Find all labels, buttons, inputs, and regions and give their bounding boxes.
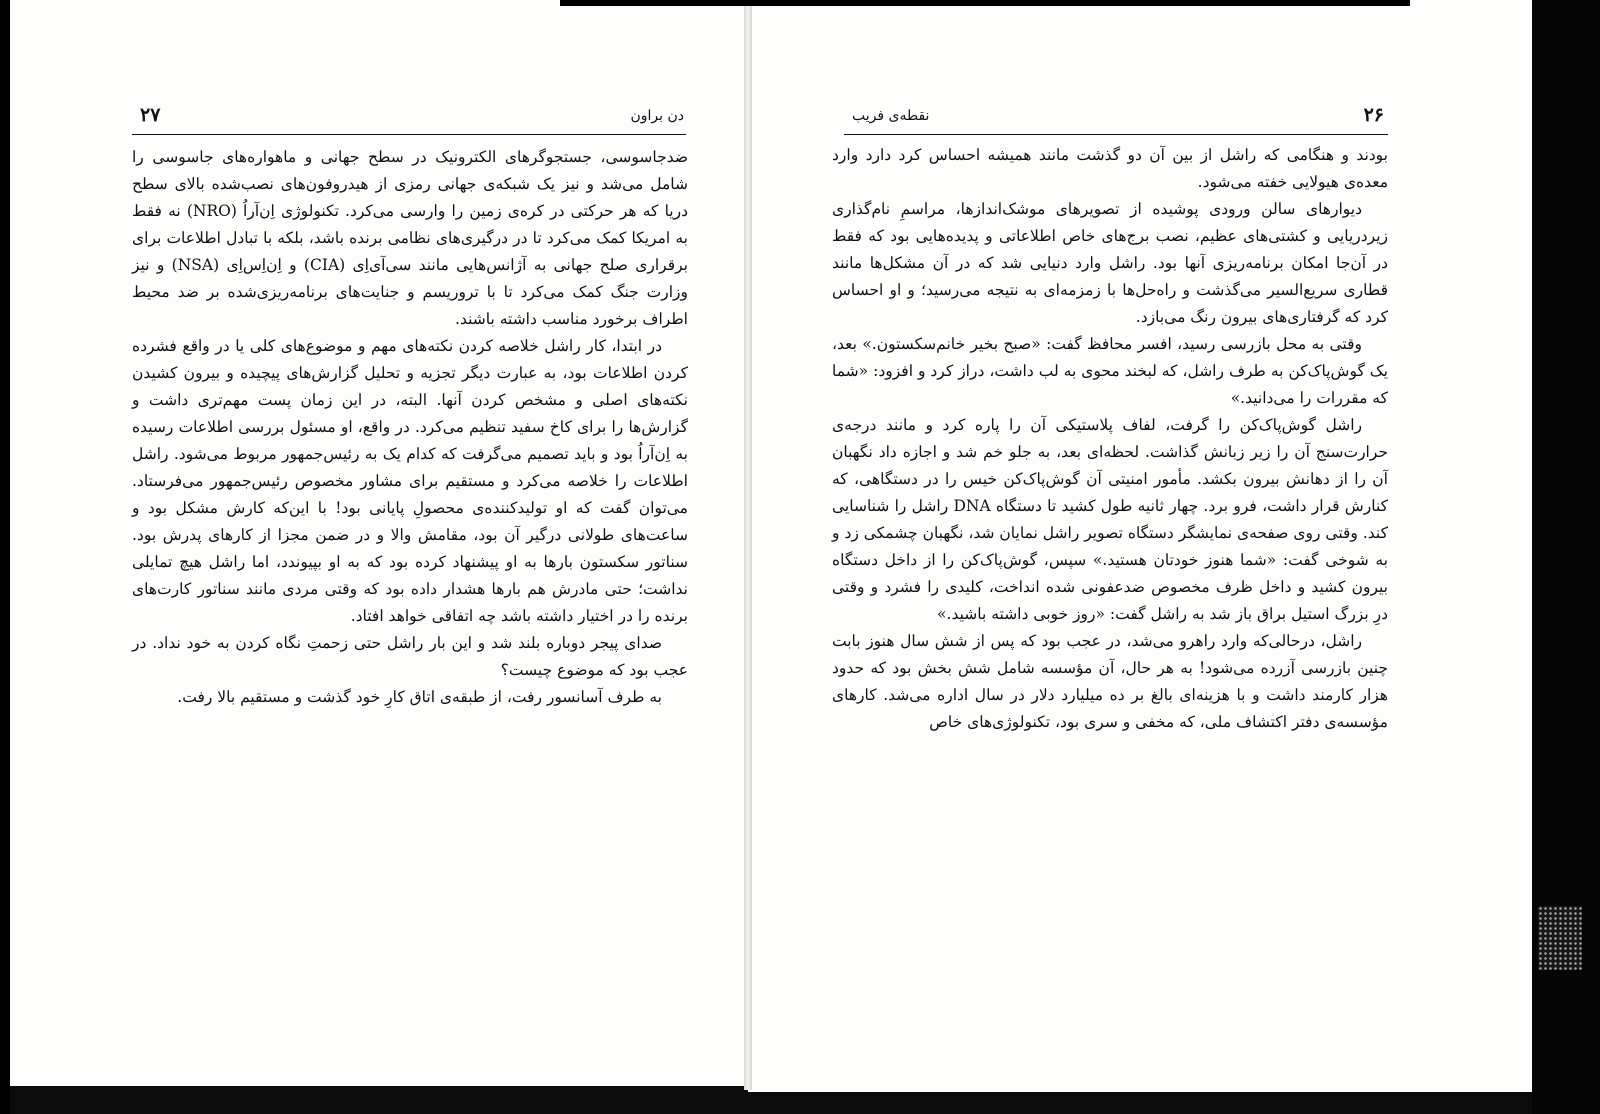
paragraph: در ابتدا، کار راشل خلاصه کردن نکته‌های مهم و موضوع‌های کلی یا در واقع فشرده کردن اطلاعات بود، به عبارت دیگر تجزیه و تحلیل گزارش‌های پیچیده و بیرون کشیدن نکته‌های اصلی و مشخص کردن آنها. البته، در این زمان پست مهم‌تری داشت و گزارش‌ها را برای کاخ سفید تنظیم می‌کرد. در واقع، او مسئول بررسی اطلاعات رسیده به اِن‌آراُ بود و باید تصمیم می‌گرفت که کدام یک به رئیس‌جمهور مربوط می‌شود. راشل اطلاعات را خلاصه می‌کرد و مستقیم برای مشاور مخصوص رئیس‌جمهور می‌فرستاد. می‌توان گفت که او تولیدکننده‌ی محصولِ پایانی بود! با این‌که کارش مشکل بود و ساعت‌های طولانی درگیر آن بود، مقامش والا و در ضمن مجزا از کارهای پدرش بود. سناتور سکستون بارها به او پیشنهاد کرده بود که به او بپیوندد، اما راشل هیچ تمایلی نداشت؛ حتی مادرش هم بارها هشدار داده بود که وقتی مردی مانند سناتور کارت‌های برنده را در اختیار داشته باشد چه اتفاقی خواهد افتاد. — [132, 337, 688, 625]
scan-noise — [1538, 906, 1582, 970]
paragraph: ضدجاسوسی، جستجوگرهای الکترونیک در سطح جهانی و ماهواره‌های جاسوسی را شامل می‌شد و نیز یک شبکه‌ی جهانی رمزی از هیدروفون‌های نصب‌شده بالای سطح دریا که هر حرکتی در کره‌ی زمین را وارسی می‌کرد. تکنولوژی اِن‌آراُ (NRO) نه فقط به امریکا کمک می‌کرد تا در درگیری‌های نظامی برنده باشد، بلکه با تبادل اطلاعات برای برقراری صلح جهانی به آژانس‌هایی مانند سی‌آی‌اِی (CIA) و اِن‌اِس‌اِی (NSA) و نیز وزارت جنگ کمک می‌کرد تا با تروریسم و جنایت‌های برنامه‌ریزی‌شده بر ضد محیط اطراف برخورد مناسب داشته باشند. — [132, 148, 688, 328]
left-page — [10, 0, 748, 1086]
left-page-body — [132, 144, 688, 711]
right-page-header — [844, 104, 1388, 135]
paragraph: وقتی به محل بازرسی رسید، افسر محافظ گفت: «صبح بخیر خانم‌سکستون.» بعد، یک گوش‌پاک‌کن به طرف راشل، که لبخند محوی به لب داشت، دراز کرد و افزود: «شما که مقررات را می‌دانید.» — [832, 335, 1388, 407]
right-page-number: ۲۶ — [1363, 104, 1384, 126]
left-page-header — [132, 104, 686, 135]
left-running-header: دن براون — [630, 108, 684, 124]
paragraph: صدای پیجر دوباره بلند شد و این بار راشل حتی زحمتِ نگاه کردن به خود نداد. در عجب بود که موضوع چیست؟ — [132, 634, 688, 679]
right-page-body — [832, 142, 1388, 736]
paragraph: راشل، درحالی‌که وارد راهرو می‌شد، در عجب بود که پس از شش سال هنوز بابت چنین بازرسی آزرده می‌شود! به هر حال، آن مؤسسه شامل شش بخش بود که حدود هزار کارمند داشت و با هزینه‌ای بالغ بر ده میلیارد دلار در سال اداره می‌شد. کارهای مؤسسه‌ی دفتر اکتشاف ملی، که مخفی و سری بود، تکنولوژی‌های خاص — [832, 632, 1388, 731]
paragraph: بودند و هنگامی که راشل از بین آن دو گذشت مانند همیشه احساس کرد دارد وارد معده‌ی هیولایی خفته می‌شود. — [832, 146, 1388, 191]
right-running-header: نقطه‌ی فریب — [852, 108, 930, 124]
left-page-number: ۲۷ — [140, 104, 161, 126]
book-spine — [744, 0, 752, 1090]
paragraph: راشل گوش‌پاک‌کن را گرفت، لفاف پلاستیکی آن را پاره کرد و مانند درجه‌ی حرارت‌سنج آن را زیر زبانش گذاشت. لحظه‌ای بعد، به جلو خم شد و اجازه داد نگهبان آن را از دهانش بیرون بکشد. مأمور امنیتی آن گوش‌پاک‌کن خیس را در دستگاهی، که کنارش قرار داشت، فرو برد. چهار ثانیه طول کشید تا دستگاه DNA راشل را شناسایی کند. وقتی روی صفحه‌ی نمایشگر دستگاه تصویر راشل نمایان شد، نگهبان چشمکی زد و به شوخی گفت: «شما هنوز خودتان هستید.» سپس، گوش‌پاک‌کن را از داخل دستگاه بیرون کشید و داخل ظرف مخصوص ضدعفونی شده انداخت، کلیدی را فشرد و وقتی درِ بزرگ استیل براق باز شد به راشل گفت: «روز خوبی داشته باشید.» — [832, 416, 1388, 623]
paragraph: دیوارهای سالن ورودی پوشیده از تصویرهای موشک‌اندازها، مراسمِ نام‌گذاری زیردریایی و کشتی‌های عظیم، نصب برج‌های خاص اطلاعاتی و پدیده‌هایی بود که فقط در آن‌جا امکان برنامه‌ریزی آنها بود. راشل وارد دنیایی شد که در آن مشکل‌ها مانند قطاری سریع‌السیر می‌گذشت و راه‌حل‌ها با زمزمه‌ای به نتیجه می‌رسید؛ و او احساس کرد که گرفتاری‌های بیرون رنگ می‌بازد. — [832, 200, 1388, 326]
right-page — [748, 0, 1546, 1092]
scan-border-left — [0, 0, 10, 1114]
scan-border-top — [560, 0, 1410, 6]
paragraph: به طرف آسانسور رفت، از طبقه‌ی اتاق کارِ خود گذشت و مستقیم بالا رفت. — [177, 688, 662, 706]
